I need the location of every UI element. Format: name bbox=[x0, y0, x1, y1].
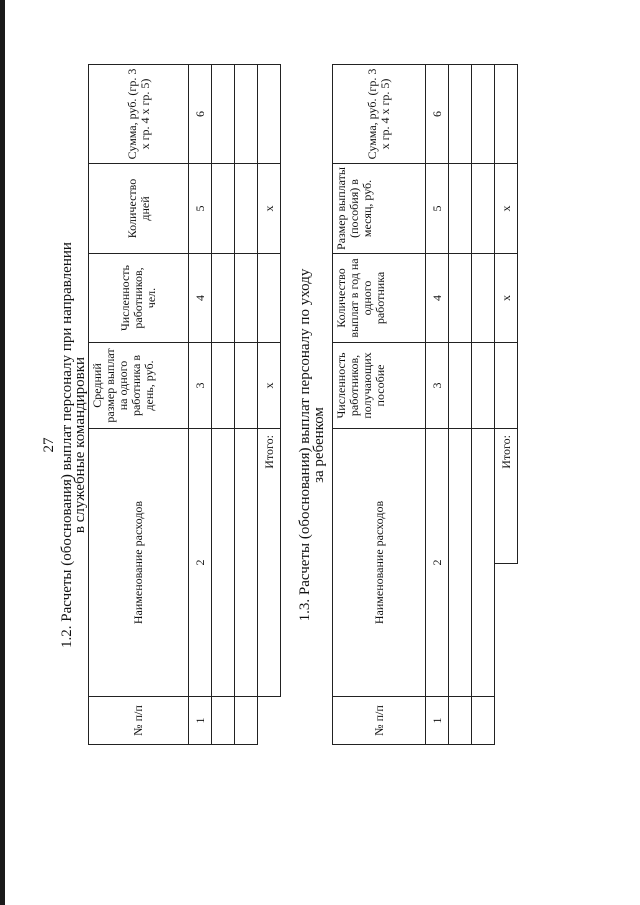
column-number-row bbox=[189, 65, 212, 745]
table-cell bbox=[212, 164, 235, 254]
total-label: Итого: bbox=[495, 428, 518, 563]
table-cell bbox=[449, 163, 472, 253]
total-cell bbox=[258, 65, 281, 164]
table-cell bbox=[212, 429, 235, 697]
table-cell bbox=[449, 428, 472, 696]
table-cell bbox=[472, 163, 495, 253]
header-cell: № п/п bbox=[333, 697, 426, 745]
column-number: 5 bbox=[189, 164, 212, 254]
table-cell bbox=[449, 253, 472, 342]
header-cell: Наименование расходов bbox=[89, 429, 189, 697]
table-cell bbox=[235, 65, 258, 164]
childcare-table bbox=[332, 64, 518, 745]
column-number: 3 bbox=[189, 343, 212, 429]
table-cell bbox=[235, 343, 258, 429]
table-cell bbox=[449, 697, 472, 745]
table-cell bbox=[235, 254, 258, 343]
section-2-title-line-1: 1.3. Расчеты (обоснования) выплат персоналу по уходу bbox=[297, 268, 313, 622]
table-row bbox=[235, 65, 258, 745]
total-row bbox=[258, 65, 281, 745]
table-cell bbox=[472, 697, 495, 745]
header-cell: № п/п bbox=[89, 697, 189, 745]
header-cell: Численность работников, получающих пособие bbox=[333, 342, 426, 428]
header-cell: Сумма, руб. (гр. 3 х гр. 4 х гр. 5) bbox=[89, 65, 189, 164]
rotated-page bbox=[40, 45, 520, 845]
column-number: 6 bbox=[189, 65, 212, 164]
header-cell: Численность работников, чел. bbox=[89, 254, 189, 343]
column-number: 4 bbox=[189, 254, 212, 343]
table-cell bbox=[449, 64, 472, 163]
total-cell: х bbox=[258, 164, 281, 254]
table-cell bbox=[472, 342, 495, 428]
table-cell bbox=[212, 254, 235, 343]
table-row bbox=[472, 64, 495, 744]
section-1-title-line-2: в служебные командировки bbox=[72, 356, 88, 534]
column-number: 2 bbox=[426, 428, 449, 696]
total-row bbox=[495, 64, 518, 744]
column-number: 4 bbox=[426, 253, 449, 342]
total-cell bbox=[495, 64, 518, 163]
header-cell: Размер выплаты (пособия) в месяц, руб. bbox=[333, 163, 426, 253]
header-cell: Средний размер выплат на одного работника в день, руб. bbox=[89, 343, 189, 429]
column-number: 5 bbox=[426, 163, 449, 253]
table-cell bbox=[472, 428, 495, 696]
table-cell bbox=[495, 564, 518, 745]
header-cell: Количество дней bbox=[89, 164, 189, 254]
total-cell bbox=[258, 254, 281, 343]
table-cell bbox=[449, 342, 472, 428]
header-cell: Сумма, руб. (гр. 3 х гр. 4 х гр. 5) bbox=[333, 64, 426, 163]
column-number: 6 bbox=[426, 64, 449, 163]
table-row bbox=[212, 65, 235, 745]
column-number: 2 bbox=[189, 429, 212, 697]
table-row bbox=[449, 64, 472, 744]
page-number: 27 bbox=[41, 437, 57, 453]
total-cell: х bbox=[495, 253, 518, 342]
total-cell: х bbox=[495, 163, 518, 253]
binding-edge bbox=[0, 0, 5, 905]
total-cell: х bbox=[258, 343, 281, 429]
table-cell bbox=[235, 164, 258, 254]
table-cell bbox=[212, 697, 235, 745]
table-cell bbox=[472, 64, 495, 163]
business-trip-table bbox=[88, 64, 281, 745]
total-label: Итого: bbox=[258, 429, 281, 697]
table-cell bbox=[235, 429, 258, 697]
table-cell bbox=[212, 65, 235, 164]
column-number: 1 bbox=[426, 697, 449, 745]
header-cell: Количество выплат в год на одного работника bbox=[333, 253, 426, 342]
column-number-row bbox=[426, 64, 449, 744]
column-number: 3 bbox=[426, 342, 449, 428]
table-cell bbox=[258, 697, 281, 745]
table-cell bbox=[212, 343, 235, 429]
section-2-title-line-2: за ребенком bbox=[311, 407, 327, 483]
column-number: 1 bbox=[189, 697, 212, 745]
section-1-title-line-1: 1.2. Расчеты (обоснования) выплат персоналу при направлении bbox=[59, 242, 75, 648]
table-cell bbox=[235, 697, 258, 745]
total-cell bbox=[495, 342, 518, 428]
table-header-row bbox=[333, 64, 426, 744]
table-header-row bbox=[89, 65, 189, 745]
table-cell bbox=[472, 253, 495, 342]
header-cell: Наименование расходов bbox=[333, 428, 426, 696]
